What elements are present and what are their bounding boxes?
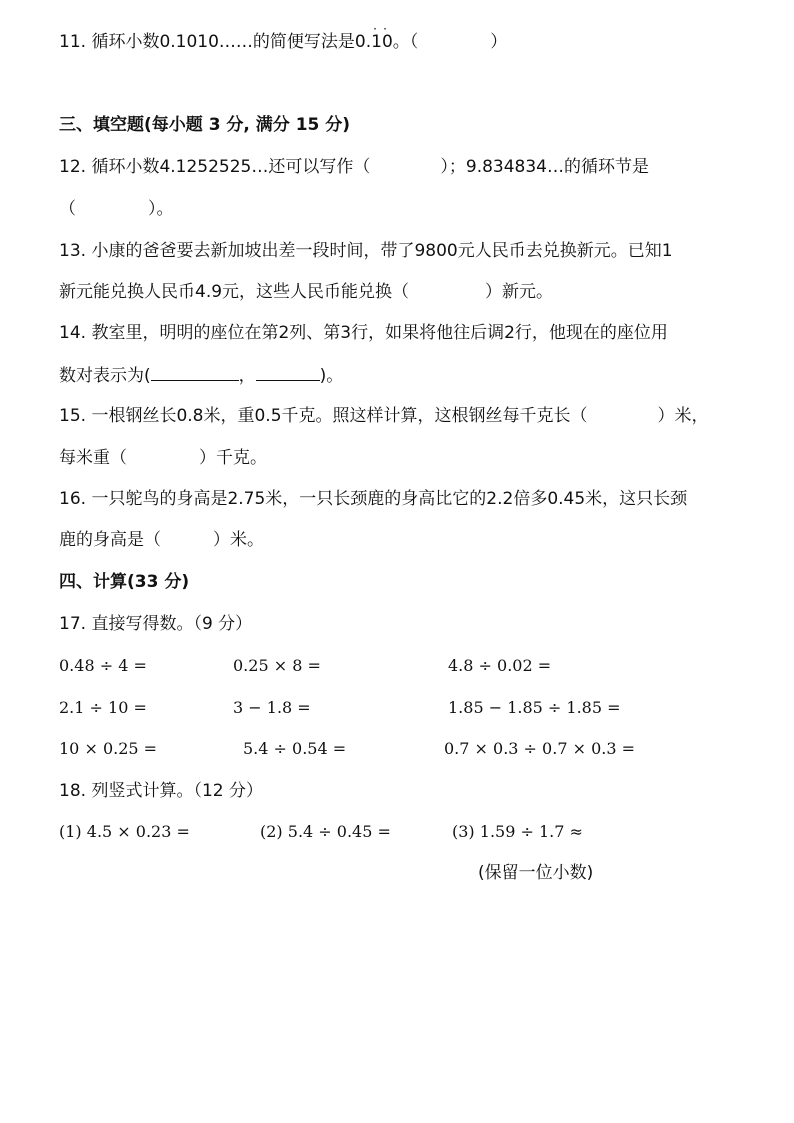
q11-suffix: 。（ xyxy=(392,32,419,52)
question-18-title: 18. 列竖式计算。（12 分） xyxy=(59,781,263,801)
q14-text: 数对表示为( xyxy=(59,366,151,386)
vertical-calc-item xyxy=(59,821,190,843)
q14-comma: ， xyxy=(238,366,256,386)
q15-text: ）米， xyxy=(657,406,709,426)
question-16: 16. 一只鸵鸟的身高是2.75米，一只长颈鹿的身高比它的2.2倍多0.45米，这只长颈 xyxy=(59,489,688,509)
q15-text: ）千克。 xyxy=(199,448,267,468)
q13-text: ）新元。 xyxy=(485,282,554,302)
question-13: 13. 小康的爸爸要去新加坡出差一段时间，带了9800元人民币去兑换新元。已知1 xyxy=(59,241,673,261)
q15-text: 每米重（ xyxy=(59,448,127,468)
q16-text: 鹿的身高是（ xyxy=(59,530,161,550)
rounding-note: (保留一位小数) xyxy=(478,863,594,883)
q12-open: （ xyxy=(59,199,76,219)
equation: 0.7 × 0.3 ÷ 0.7 × 0.3 = xyxy=(444,739,636,758)
equation: 2.1 ÷ 10 = xyxy=(59,698,147,717)
question-15 xyxy=(59,405,709,427)
repeating-digits: 10 xyxy=(371,32,393,52)
question-15-line2 xyxy=(59,447,267,469)
vertical-calc-item xyxy=(452,821,583,843)
question-17-title: 17. 直接写得数。（9 分） xyxy=(59,614,253,634)
item-number: (3) xyxy=(452,822,475,841)
q11-close: ） xyxy=(490,32,508,52)
equation: 3 − 1.8 = xyxy=(233,698,311,717)
item-number: (2) xyxy=(260,822,283,841)
question-11 xyxy=(59,22,508,53)
question-12-line2 xyxy=(59,198,174,220)
q12-text: 12. 循环小数4.1252525…还可以写作（ xyxy=(59,157,371,177)
repeat-dot: · xyxy=(383,22,387,36)
answer-blank[interactable] xyxy=(151,364,239,381)
answer-blank[interactable] xyxy=(256,364,320,381)
item-number: (1) xyxy=(59,822,82,841)
q15-text: 15. 一根钢丝长0.8米，重0.5千克。照这样计算，这根钢丝每千克长（ xyxy=(59,406,588,426)
question-12 xyxy=(59,156,649,178)
equation: 5.4 ÷ 0.45 = xyxy=(287,822,391,841)
equation: 0.25 × 8 = xyxy=(233,656,321,675)
q14-close: )。 xyxy=(319,366,344,386)
equation: 10 × 0.25 = xyxy=(59,739,158,758)
equation: 1.85 − 1.85 ÷ 1.85 = xyxy=(448,698,621,717)
repeat-dot: · xyxy=(373,22,377,36)
question-13-line2 xyxy=(59,281,553,303)
q12-text: ）；9.834834…的循环节是 xyxy=(440,157,649,177)
equation: 4.5 × 0.23 = xyxy=(86,822,190,841)
question-16-line2 xyxy=(59,529,264,551)
question-14: 14. 教室里，明明的座位在第2列、第3行，如果将他往后调2行，他现在的座位用 xyxy=(59,323,668,343)
equation: 5.4 ÷ 0.54 = xyxy=(243,739,347,758)
q13-text: 新元能兑换人民币4.9元，这些人民币能兑换（ xyxy=(59,282,410,302)
q11-text: 11. 循环小数0.1010……的简便写法是0. xyxy=(59,32,372,52)
repeating-decimal xyxy=(371,22,393,53)
section-title: 四、计算(33 分) xyxy=(59,572,190,592)
q16-text: ）米。 xyxy=(213,530,264,550)
equation: 1.59 ÷ 1.7 ≈ xyxy=(479,822,583,841)
equation: 0.48 ÷ 4 = xyxy=(59,656,147,675)
section-title: 三、填空题(每小题 3 分, 满分 15 分) xyxy=(59,115,351,135)
question-14-line2 xyxy=(59,364,343,387)
vertical-calc-item xyxy=(260,821,391,843)
equation: 4.8 ÷ 0.02 = xyxy=(448,656,552,675)
q12-close: ）。 xyxy=(148,199,174,219)
